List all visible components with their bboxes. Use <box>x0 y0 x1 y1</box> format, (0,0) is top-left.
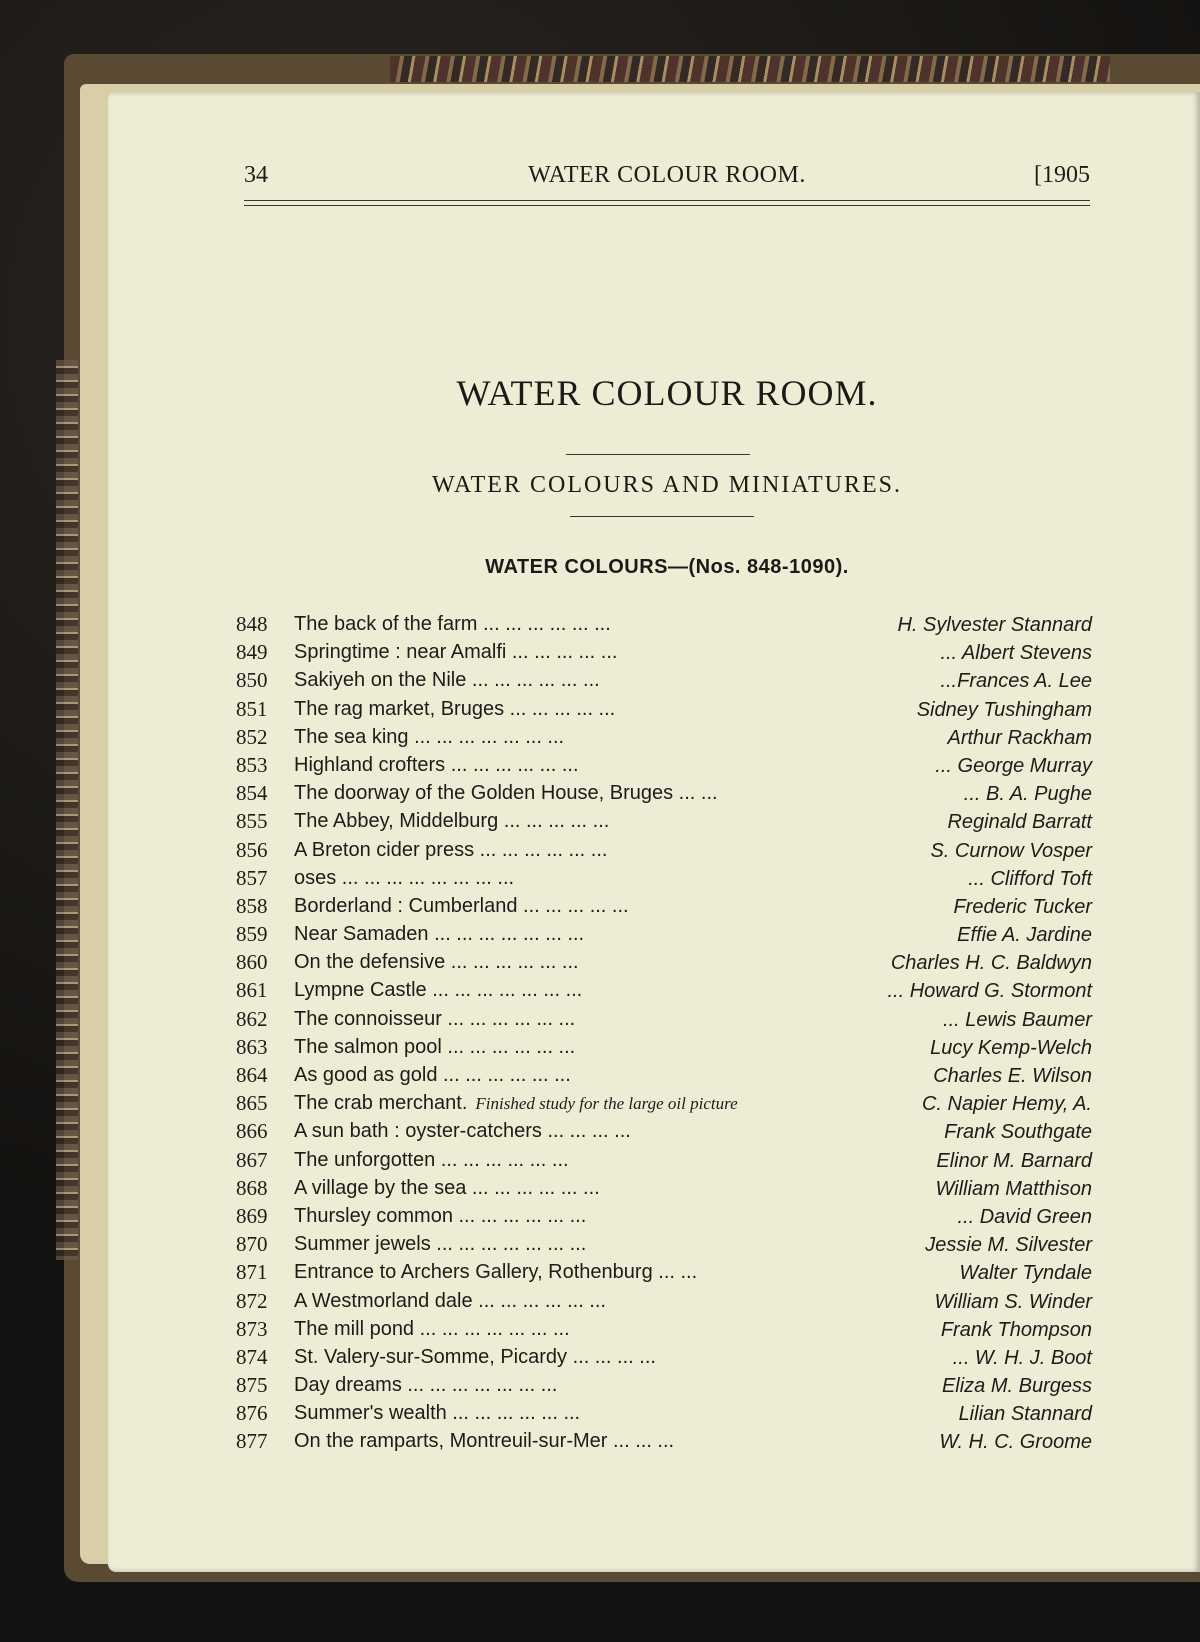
entry-number: 866 <box>236 1119 268 1144</box>
title-rule-upper <box>566 454 750 455</box>
entry-artist: Lucy Kemp-Welch <box>930 1036 1092 1059</box>
catalogue-entry <box>236 976 1092 1004</box>
entry-title <box>294 1202 586 1230</box>
entry-title <box>294 892 629 920</box>
entry-number: 857 <box>236 865 268 890</box>
entry-title <box>294 1343 656 1371</box>
entry-artist: ... Lewis Baumer <box>943 1008 1092 1031</box>
entry-number: 858 <box>236 893 268 918</box>
entry-artist: Effie A. Jardine <box>957 924 1092 947</box>
entry-number: 872 <box>236 1288 268 1313</box>
entry-title-text: The rag market, Bruges ... ... ... ... ... <box>294 697 616 720</box>
entry-artist: ...Frances A. Lee <box>940 670 1092 693</box>
entry-artist: Elinor M. Barnard <box>936 1149 1092 1172</box>
entry-title-text: Entrance to Archers Gallery, Rothenburg ... ... <box>294 1261 698 1284</box>
entry-title <box>294 1230 586 1258</box>
catalogue-entry <box>236 1230 1092 1258</box>
catalogue-entry <box>236 1033 1092 1061</box>
entry-number: 860 <box>236 950 268 975</box>
entry-artist: William Matthison <box>935 1177 1092 1200</box>
entry-title-text: Sakiyeh on the Nile ... ... ... ... ... ... <box>294 669 600 692</box>
entry-number: 865 <box>236 1091 268 1116</box>
catalogue-entry <box>236 638 1092 666</box>
entry-title <box>294 1089 738 1118</box>
catalogue-entry <box>236 1005 1092 1033</box>
subtitle: WATER COLOURS AND MINIATURES. <box>431 472 903 498</box>
title-rule-lower <box>570 516 754 517</box>
marbled-endpaper <box>390 56 1110 82</box>
catalogue-entry <box>236 948 1092 976</box>
entry-title-text: Thursley common ... ... ... ... ... ... <box>294 1204 587 1227</box>
entry-title <box>294 1117 631 1145</box>
catalogue-entry <box>236 836 1092 864</box>
entry-number: 850 <box>236 668 268 693</box>
catalogue-entry <box>236 1258 1092 1286</box>
entry-title <box>294 920 584 948</box>
entry-title-text: The mill pond ... ... ... ... ... ... ... <box>294 1317 570 1340</box>
entry-number: 864 <box>236 1063 268 1087</box>
entry-title-text: The unforgotten ... ... ... ... ... ... <box>294 1148 569 1171</box>
entry-title-text: Summer's wealth ... ... ... ... ... ... <box>294 1402 581 1425</box>
entry-title <box>294 1146 569 1174</box>
entry-title <box>294 610 611 638</box>
catalogue-entry <box>236 1146 1092 1174</box>
catalogue-entry <box>236 779 1092 807</box>
entry-artist: Walter Tyndale <box>959 1262 1092 1285</box>
entry-title-text: Highland crofters ... ... ... ... ... ... <box>294 753 579 776</box>
catalogue-entry <box>236 892 1092 920</box>
entry-title <box>294 666 600 694</box>
entry-number: 855 <box>236 809 268 834</box>
catalogue-entry <box>236 1117 1092 1145</box>
catalogue-entry <box>236 666 1092 694</box>
entry-artist: ... Albert Stevens <box>940 642 1092 665</box>
entry-number: 873 <box>236 1316 268 1341</box>
entry-title <box>294 1061 571 1089</box>
entry-title-text: On the ramparts, Montreuil-sur-Mer ... ... ... <box>294 1430 675 1453</box>
entry-number: 861 <box>236 978 268 1003</box>
entry-number: 869 <box>236 1203 268 1228</box>
entry-number: 870 <box>236 1232 268 1257</box>
entry-artist: Charles H. C. Baldwyn <box>890 952 1092 975</box>
entry-title <box>294 1315 570 1343</box>
entry-artist: Arthur Rackham <box>947 726 1092 749</box>
running-head <box>244 162 1090 192</box>
entry-number: 874 <box>236 1344 268 1369</box>
entry-number: 862 <box>236 1006 268 1031</box>
catalogue-list <box>236 610 1092 1456</box>
catalogue-entry <box>236 1202 1092 1230</box>
header-double-rule <box>244 200 1090 206</box>
entry-title-text: A sun bath : oyster-catchers ... ... ... ... <box>294 1120 631 1143</box>
entry-title-text: On the defensive ... ... ... ... ... ... <box>294 951 579 974</box>
entry-number: 848 <box>236 612 268 636</box>
entry-artist: ... Howard G. Stormont <box>887 980 1092 1003</box>
page-number: 34 <box>244 162 268 188</box>
entry-title <box>294 976 582 1004</box>
entry-title <box>294 1258 697 1286</box>
entry-artist: S. Curnow Vosper <box>930 839 1092 862</box>
entry-title-text: The sea king ... ... ... ... ... ... ... <box>294 725 565 748</box>
catalogue-entry <box>236 1315 1092 1343</box>
entry-title <box>294 1005 575 1033</box>
entry-title-text: Near Samaden ... ... ... ... ... ... ... <box>294 923 585 946</box>
catalogue-entry <box>236 864 1092 892</box>
entry-title-text: Summer jewels ... ... ... ... ... ... ... <box>294 1233 587 1256</box>
running-head-title: WATER COLOUR ROOM. <box>528 162 806 188</box>
entry-number: 854 <box>236 781 268 806</box>
entry-number: 868 <box>236 1175 268 1200</box>
entry-title-text: The Abbey, Middelburg ... ... ... ... ... <box>294 810 610 833</box>
catalogue-entry <box>236 920 1092 948</box>
entry-number: 851 <box>236 696 268 721</box>
entry-title-text: The salmon pool ... ... ... ... ... ... <box>294 1035 576 1058</box>
entry-title <box>294 695 615 723</box>
entry-artist: Lilian Stannard <box>958 1403 1092 1426</box>
entry-title-text: St. Valery-sur-Somme, Picardy ... ... ... ... <box>294 1345 656 1368</box>
catalogue-entry <box>236 751 1092 779</box>
catalogue-entry <box>236 807 1092 835</box>
entry-number: 863 <box>236 1034 268 1059</box>
entry-number: 875 <box>236 1373 268 1398</box>
entry-number: 871 <box>236 1260 268 1285</box>
entry-number: 877 <box>236 1429 268 1454</box>
entry-title <box>294 1287 606 1315</box>
entry-title <box>294 1427 674 1455</box>
entry-title-text: Borderland : Cumberland ... ... ... ... ... <box>294 894 629 917</box>
entry-title-text: The doorway of the Golden House, Bruges ... ... <box>294 782 718 805</box>
entry-artist: Frederic Tucker <box>953 895 1092 918</box>
entry-title-text: The crab merchant. <box>294 1092 468 1115</box>
entry-number: 876 <box>236 1401 268 1426</box>
entry-artist: Frank Southgate <box>944 1121 1092 1144</box>
entry-artist: Sidney Tushingham <box>916 698 1092 721</box>
entry-artist: ... W. H. J. Boot <box>952 1346 1092 1369</box>
entry-title-text: Day dreams ... ... ... ... ... ... ... <box>294 1374 558 1397</box>
running-head-year: [1905 <box>1034 162 1090 188</box>
entry-title <box>294 836 607 864</box>
entry-artist: ... George Murray <box>935 754 1092 777</box>
catalogue-entry <box>236 695 1092 723</box>
entry-title-text: The back of the farm ... ... ... ... ... ... <box>294 613 611 635</box>
main-title: WATER COLOUR ROOM. <box>456 373 878 413</box>
catalogue-entry <box>236 1343 1092 1371</box>
entry-title-text: As good as gold ... ... ... ... ... ... <box>294 1064 571 1086</box>
entry-artist: H. Sylvester Stannard <box>897 614 1092 636</box>
entry-number: 849 <box>236 640 268 665</box>
catalogue-entry <box>236 723 1092 751</box>
entry-artist: William S. Winder <box>934 1290 1092 1313</box>
entry-title-text: Springtime : near Amalfi ... ... ... ... ... <box>294 641 618 664</box>
section-title: WATER COLOURS—(Nos. 848-1090). <box>485 556 849 578</box>
catalogue-entry <box>236 1427 1092 1455</box>
catalogue-entry <box>236 610 1092 638</box>
catalogue-entry <box>236 1061 1092 1089</box>
entry-artist: C. Napier Hemy, A. <box>921 1093 1092 1116</box>
entry-number: 852 <box>236 724 268 749</box>
entry-artist: ... David Green <box>957 1205 1092 1228</box>
entry-title <box>294 751 579 779</box>
catalogue-entry <box>236 1287 1092 1315</box>
entry-number: 856 <box>236 837 268 862</box>
entry-artist: W. H. C. Groome <box>939 1431 1092 1454</box>
entry-artist: Charles E. Wilson <box>933 1065 1092 1087</box>
entry-title-text: oses ... ... ... ... ... ... ... ... <box>294 866 515 889</box>
entry-title <box>294 1399 580 1427</box>
entry-title-text: Lympne Castle ... ... ... ... ... ... ... <box>294 979 583 1002</box>
entry-title <box>294 948 579 976</box>
entry-artist: Jessie M. Silvester <box>925 1234 1092 1257</box>
entry-artist: ... B. A. Pughe <box>963 783 1092 806</box>
entry-artist: Frank Thompson <box>940 1318 1092 1341</box>
entry-note: Finished study for the large oil picture <box>475 1094 738 1114</box>
catalogue-entry <box>236 1399 1092 1427</box>
entry-artist: Reginald Barratt <box>947 811 1092 834</box>
entry-number: 859 <box>236 922 268 947</box>
entry-title <box>294 779 718 807</box>
entry-title <box>294 1174 600 1202</box>
entry-number: 867 <box>236 1147 268 1172</box>
entry-title <box>294 723 564 751</box>
entry-artist: ... Clifford Toft <box>968 867 1092 890</box>
entry-title <box>294 807 609 835</box>
catalogue-entry <box>236 1371 1092 1399</box>
page-edges <box>56 360 78 1260</box>
entry-title-text: The connoisseur ... ... ... ... ... ... <box>294 1007 576 1030</box>
entry-title-text: A Breton cider press ... ... ... ... ... ... <box>294 838 608 861</box>
catalogue-entry <box>236 1089 1092 1117</box>
entry-title <box>294 864 514 892</box>
entry-title-text: A village by the sea ... ... ... ... ... ... <box>294 1176 600 1199</box>
entry-number: 853 <box>236 752 268 777</box>
entry-artist: Eliza M. Burgess <box>941 1375 1092 1398</box>
entry-title <box>294 1033 575 1061</box>
entry-title <box>294 1371 557 1399</box>
catalogue-entry <box>236 1174 1092 1202</box>
entry-title <box>294 638 617 666</box>
entry-title-text: A Westmorland dale ... ... ... ... ... ... <box>294 1289 606 1312</box>
